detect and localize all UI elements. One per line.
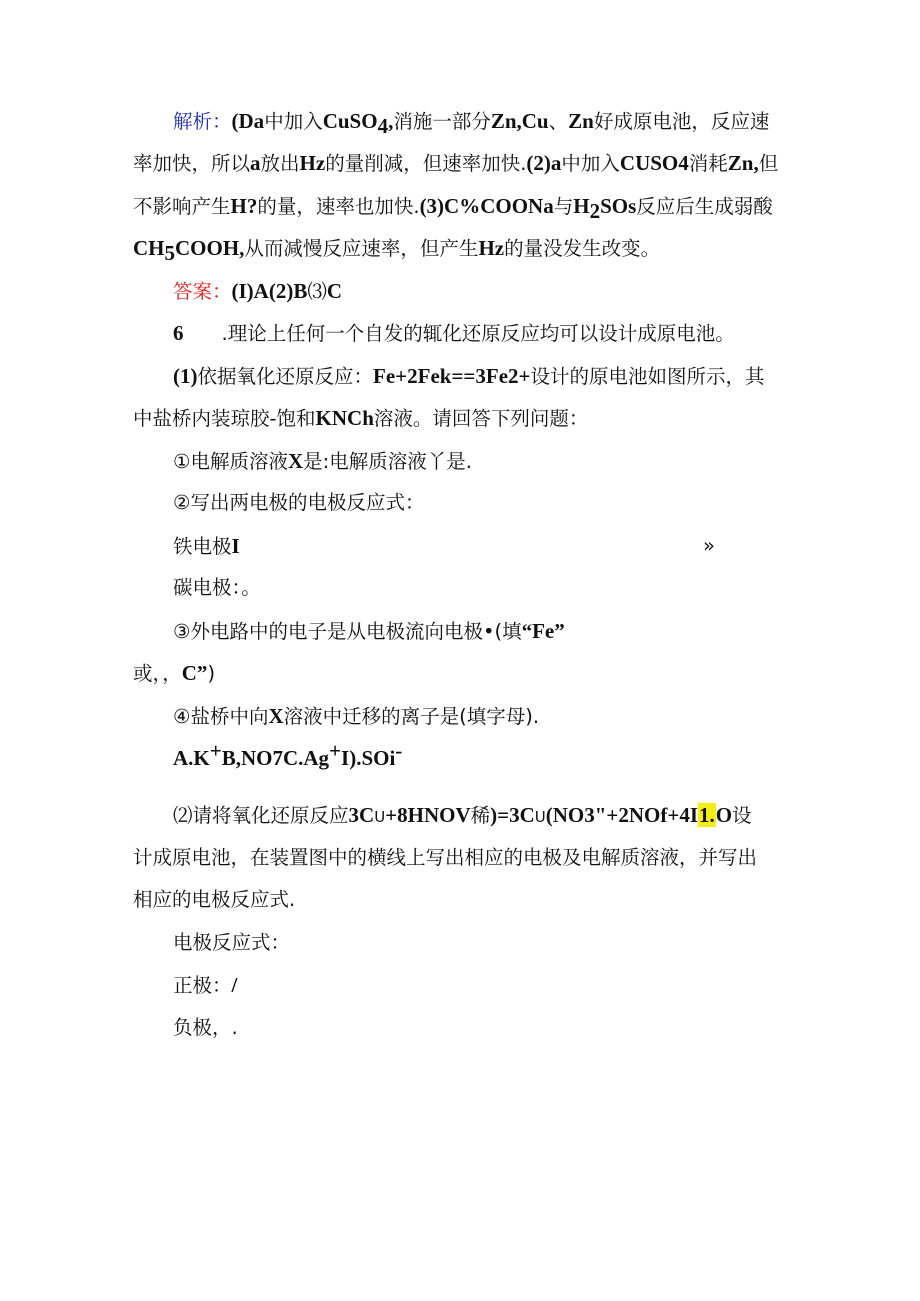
electrode-equation-label: 电极反应式： bbox=[173, 931, 291, 954]
positive-electrode-line: 正极：/ bbox=[173, 973, 238, 997]
question-6-part2-line3: 相应的电极反应式. bbox=[133, 888, 296, 911]
highlighted-text: 1. bbox=[699, 803, 715, 827]
question-6-part2-line1: ⑵请将氧化还原反应3CU+8HNOV稀)=3CU(NO3"+2NOf+4I1.O设 bbox=[173, 803, 752, 827]
analysis-line-2: 率加快，所以a放出Hz的量削减，但速率加快.(2)a中加入CUSO4消耗Zn,但 bbox=[133, 151, 779, 175]
analysis-line-3: 不影响产生H?的量，速率也加快.(3)C%COONa与$H_2SOs$反应后生成弱酸 bbox=[133, 194, 773, 223]
analysis-label: 解析： bbox=[173, 110, 232, 133]
subquestion-4: ④盐桥中向X溶液中迁移的离子是(填字母). bbox=[173, 704, 540, 728]
subquestion-3-cont: 或，，C”) bbox=[133, 661, 216, 685]
analysis-line-1: 解析：(Da中加入CuSO$_4$,消施一部分Zn,Cu、Zn好成原电池，反应速 bbox=[173, 109, 770, 138]
subquestion-1: ①电解质溶液X是:电解质溶液丫是. bbox=[173, 449, 472, 473]
answer-label: 答案： bbox=[173, 280, 232, 303]
iron-electrode-line: 铁电极I bbox=[173, 534, 240, 558]
question-6-part2-line2: 计成原电池，在装置图中的横线上写出相应的电极及电解质溶液，并写出 bbox=[133, 846, 758, 869]
analysis-line-4: $CH_5COOH$,从而减慢反应速率，但产生Hz的量没发生改变。 bbox=[133, 236, 661, 265]
subquestion-3: ③外电路中的电子是从电极流向电极•(填“Fe” bbox=[173, 619, 565, 643]
carbon-electrode-line: 碳电极：。 bbox=[173, 576, 261, 599]
question-6-stem: 6 .理论上任何一个自发的辄化还原反应均可以设计成原电池。 bbox=[173, 321, 735, 345]
answer-line: 答案：(I)A(2)B⑶C bbox=[173, 279, 343, 303]
question-6-part1-line2: 中盐桥内装琼胶-饱和KNCh溶液。请回答下列问题： bbox=[133, 406, 589, 430]
iron-line-end-mark: » bbox=[703, 534, 715, 557]
answer-options: A.K+B,NO7C.Ag+I).SOi- bbox=[173, 738, 403, 770]
question-6-part1-line1: (1)依据氧化还原反应：Fe+2Fek==3Fe2+设计的原电池如图所示，其 bbox=[173, 364, 765, 388]
negative-electrode-line: 负极，. bbox=[173, 1016, 238, 1039]
question-number: 6 bbox=[173, 321, 184, 345]
subquestion-2: ②写出两电极的电极反应式： bbox=[173, 491, 425, 514]
